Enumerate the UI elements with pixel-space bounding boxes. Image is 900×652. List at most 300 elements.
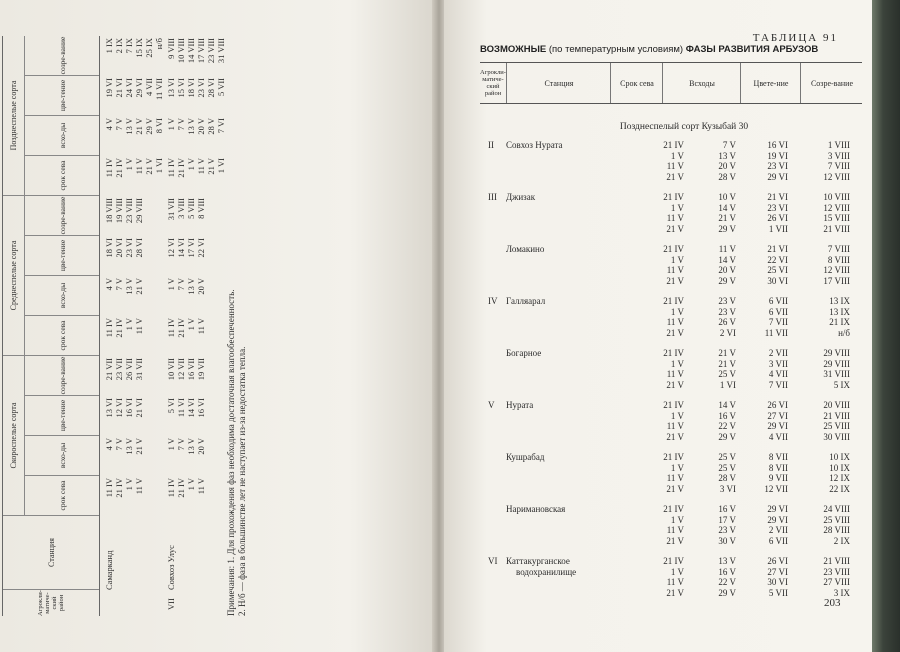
cell: 21 IV xyxy=(176,478,186,498)
cell: 30 VIII xyxy=(823,431,850,442)
cell: 29 VI xyxy=(767,504,788,514)
cell: 1 V xyxy=(124,158,134,171)
cell: 19 VI xyxy=(767,150,788,161)
cell: 7 V xyxy=(114,438,124,451)
cell: 21 VIII xyxy=(823,223,850,234)
cell: 29 V xyxy=(718,431,736,442)
cell: 3 IX xyxy=(833,587,850,598)
cell: 13 V xyxy=(124,278,134,295)
cell: 23 VI xyxy=(124,238,134,258)
cell: 3 VIII xyxy=(176,198,186,219)
table-row xyxy=(480,348,862,359)
station-name: Ломакино xyxy=(506,244,545,254)
cell: 29 VI xyxy=(767,514,788,525)
cell: 7 VII xyxy=(768,379,788,390)
cell: 7 VI xyxy=(216,118,226,134)
cell: 1 VI xyxy=(216,158,226,174)
cell: 14 V xyxy=(718,202,736,213)
cell: 11 V xyxy=(196,158,206,175)
cell: 29 VIII xyxy=(823,348,850,358)
table-row xyxy=(480,515,862,526)
cell: 21 VIII xyxy=(823,556,850,566)
cell: 20 V xyxy=(196,118,206,135)
cell: 1 VI xyxy=(154,158,164,174)
cell: 11 V xyxy=(666,265,684,276)
section-title: Позднеспелый сорт Кузыбай 30 xyxy=(619,122,749,132)
cell: 25 IX xyxy=(144,38,154,58)
cell: 7 V xyxy=(114,118,124,131)
cell: н/б xyxy=(154,38,164,50)
station-block xyxy=(480,140,862,182)
cell: 2 VI xyxy=(719,327,736,338)
cell: 2 IX xyxy=(114,38,124,54)
region-code: V xyxy=(488,400,495,410)
sub-header: срок сева xyxy=(25,476,99,516)
cell: 8 VIII xyxy=(827,254,850,265)
cell: 7 VIII xyxy=(827,244,850,254)
table-row xyxy=(216,36,226,616)
cell: 1 V xyxy=(166,438,176,451)
cell: 21 IV xyxy=(663,504,684,514)
right-page xyxy=(444,0,872,652)
cell: 12 VI xyxy=(114,398,124,418)
cell: 21 IV xyxy=(663,296,684,306)
cell: 19 VIII xyxy=(114,198,124,224)
cell: 1 V xyxy=(166,278,176,291)
cell: 11 V xyxy=(666,317,684,328)
cell: 20 V xyxy=(196,278,206,295)
table-row xyxy=(480,140,862,151)
table-row xyxy=(480,473,862,484)
cell: 16 V xyxy=(718,504,736,514)
cell: 23 VIII xyxy=(124,198,134,224)
column-header-station: Станция xyxy=(3,516,99,590)
table-row xyxy=(480,525,862,536)
cell: 13 V xyxy=(124,438,134,455)
cell: 1 IX xyxy=(104,38,114,54)
cell: 14 VIII xyxy=(186,38,196,64)
cell: 28 VIII xyxy=(823,525,850,536)
cell: 10 VIII xyxy=(176,38,186,64)
cell: 3 VII xyxy=(768,358,788,369)
cell: 18 VIII xyxy=(104,198,114,224)
cell: 11 IV xyxy=(166,158,176,178)
table-row xyxy=(480,172,862,183)
table-row xyxy=(480,161,862,172)
cell: 26 VII xyxy=(124,358,134,381)
cell: 11 V xyxy=(666,213,684,224)
cell: 24 VIII xyxy=(823,504,850,514)
cell: 23 V xyxy=(718,306,736,317)
cell: 1 V xyxy=(186,478,196,491)
cell: 27 VI xyxy=(767,410,788,421)
table-row xyxy=(480,400,862,411)
table-title xyxy=(480,44,872,55)
cell: 13 VI xyxy=(104,398,114,418)
cell: 21 IV xyxy=(663,192,684,202)
cell: 6 VII xyxy=(768,296,788,306)
table-row xyxy=(480,504,862,515)
cell: 20 V xyxy=(718,161,736,172)
cell: 22 IX xyxy=(829,483,850,494)
cell: 11 V xyxy=(134,158,144,175)
cell: 13 V xyxy=(718,556,736,566)
cell: 21 V xyxy=(666,223,684,234)
table-row xyxy=(134,36,144,616)
cell: 13 VI xyxy=(166,78,176,98)
station-name: Богарное xyxy=(506,348,542,358)
cell: 21 IV xyxy=(663,348,684,358)
cell: 21 V xyxy=(134,118,144,135)
cell: 29 V xyxy=(718,223,736,234)
cell: 21 IV xyxy=(176,158,186,178)
table-row xyxy=(480,213,862,224)
cell: 29 V xyxy=(718,275,736,286)
cell: 11 V xyxy=(666,473,684,484)
table-row xyxy=(480,411,862,422)
table-row xyxy=(480,151,862,162)
cell: 17 V xyxy=(718,514,736,525)
cell: 25 VI xyxy=(767,265,788,276)
station-name: Нурата xyxy=(506,400,534,410)
cell: 11 IV xyxy=(104,158,114,178)
group-header: Скороспелые сорта xyxy=(3,356,25,516)
cell: 10 VIII xyxy=(823,192,850,202)
cell: 7 V xyxy=(176,438,186,451)
cell: 3 VI xyxy=(719,483,736,494)
left-page xyxy=(0,0,438,652)
cell: 12 VII xyxy=(764,483,788,494)
sub-header: цве-тение xyxy=(25,396,99,436)
cell: 27 VIII xyxy=(823,577,850,588)
table-row xyxy=(104,36,114,616)
sub-header: всхо-ды xyxy=(25,276,99,316)
cell: 23 V xyxy=(718,296,736,306)
cell: 21 V xyxy=(666,379,684,390)
table-row xyxy=(480,369,862,380)
cell: 15 IX xyxy=(134,38,144,58)
cell: 11 IV xyxy=(166,478,176,498)
cell: 6 VII xyxy=(768,306,788,317)
table-row xyxy=(480,577,862,588)
cell: 31 VII xyxy=(166,198,176,221)
cell: 12 VIII xyxy=(823,265,850,276)
cell: 13 V xyxy=(124,118,134,135)
sub-header: цве-тение xyxy=(25,236,99,276)
table-number: ТАБЛИЦА 91 xyxy=(752,32,838,44)
cell: 1 V xyxy=(670,306,684,317)
table-row xyxy=(480,244,862,255)
cell: 11 V xyxy=(196,318,206,335)
cell: 1 V xyxy=(166,118,176,131)
cell: 22 VI xyxy=(767,254,788,265)
station-name: Совхоз Нурата xyxy=(506,140,563,150)
cell: 14 V xyxy=(718,254,736,265)
cell: 12 IX xyxy=(829,473,850,484)
cell: 11 IV xyxy=(104,318,114,338)
cell: 20 V xyxy=(718,265,736,276)
note-1: Примечания: 1. Для прохождения фаз необходима достаточная влагообеспеченность. xyxy=(226,289,236,616)
cell: 11 IV xyxy=(166,318,176,338)
sub-header: всхо-ды xyxy=(25,436,99,476)
column-header: Созре-вание xyxy=(800,63,863,103)
rotated-table xyxy=(2,4,262,616)
cell: 21 IV xyxy=(663,140,684,150)
cell: 20 VI xyxy=(114,238,124,258)
cell: 8 VII xyxy=(768,462,788,473)
table-row xyxy=(480,380,862,391)
cell: 5 VIII xyxy=(186,198,196,219)
table-row xyxy=(480,556,862,567)
cell: 13 IX xyxy=(829,306,850,317)
cell: 14 VI xyxy=(176,238,186,258)
cell: 23 VI xyxy=(196,78,206,98)
cell: 21 V xyxy=(666,327,684,338)
cell: 8 VIII xyxy=(196,198,206,219)
cell: 21 V xyxy=(718,348,736,358)
cell: 15 VIII xyxy=(823,213,850,224)
cell: 1 V xyxy=(186,158,196,171)
cell: 30 V xyxy=(718,535,736,546)
cell: 1 VI xyxy=(719,379,736,390)
table-row xyxy=(114,36,124,616)
cell: 26 VI xyxy=(767,556,788,566)
cell: 21 V xyxy=(134,278,144,295)
cell: 31 VIII xyxy=(216,38,226,64)
table-row xyxy=(166,36,176,616)
cell: 3 VIII xyxy=(827,150,850,161)
cell: 28 V xyxy=(718,473,736,484)
cell: 16 V xyxy=(718,566,736,577)
cell: 10 IX xyxy=(829,462,850,473)
title-part-1: ВОЗМОЖНЫЕ xyxy=(480,44,547,55)
cell: 12 VIII xyxy=(823,202,850,213)
cell: 21 IV xyxy=(114,318,124,338)
cell: 21 IV xyxy=(663,244,684,254)
cell: 21 V xyxy=(666,431,684,442)
cell: 1 V xyxy=(670,202,684,213)
cell: 10 IX xyxy=(829,452,850,462)
cell: 21 IV xyxy=(176,318,186,338)
table-row xyxy=(480,203,862,214)
table-row xyxy=(480,421,862,432)
cell: 1 VIII xyxy=(827,140,850,150)
cell: 1 V xyxy=(124,478,134,491)
column-header: Цвете-ние xyxy=(740,63,801,103)
cell: 21 V xyxy=(144,158,154,175)
column-header-region: Агрокли-матиче-ский район xyxy=(37,590,65,616)
notes xyxy=(226,16,248,616)
cell: 26 V xyxy=(718,317,736,328)
cell: 23 VII xyxy=(114,358,124,381)
book-cover-edge xyxy=(872,0,900,652)
sub-header: созре-вание xyxy=(25,356,99,396)
cell: 20 VIII xyxy=(823,400,850,410)
table-row xyxy=(480,307,862,318)
cell: 21 V xyxy=(134,438,144,455)
sub-header: цве-тение xyxy=(25,76,99,116)
cell: 1 V xyxy=(670,254,684,265)
title-part-2: (по температурным условиям) xyxy=(548,44,684,55)
station-block xyxy=(480,296,862,338)
cell: 21 IV xyxy=(663,452,684,462)
cell: 21 IV xyxy=(663,556,684,566)
cell: 22 V xyxy=(718,577,736,588)
column-header: Станция xyxy=(506,63,611,103)
station-name-line2: водохранилище xyxy=(516,566,577,577)
cell: 21 V xyxy=(666,483,684,494)
cell: 1 V xyxy=(670,566,684,577)
cell: 29 VI xyxy=(767,171,788,182)
cell: 17 VIII xyxy=(196,38,206,64)
cell: 21 V xyxy=(666,171,684,182)
table-row xyxy=(480,317,862,328)
cell: 6 VII xyxy=(768,535,788,546)
table-row xyxy=(480,296,862,307)
table-row xyxy=(186,36,196,616)
table-row xyxy=(206,36,216,616)
cell: 28 VI xyxy=(206,78,216,98)
cell: 25 V xyxy=(718,452,736,462)
cell: 21 IV xyxy=(114,478,124,498)
cell: 2 VII xyxy=(768,525,788,536)
cell: 13 V xyxy=(186,278,196,295)
station-name: Галляарал xyxy=(506,296,546,306)
table-row xyxy=(480,328,862,339)
cell: 16 VI xyxy=(196,398,206,418)
cell: 21 VII xyxy=(104,358,114,381)
station-block xyxy=(480,400,862,442)
table-row xyxy=(144,36,154,616)
station-block xyxy=(480,452,862,494)
table-row xyxy=(480,567,862,578)
cell: 22 V xyxy=(718,421,736,432)
note-2: 2. Н/б — фаза в большинстве лет не наступает из-за недостатка тепла. xyxy=(237,346,247,616)
table-row xyxy=(124,36,134,616)
cell: 29 V xyxy=(144,118,154,135)
cell: 29 VIII xyxy=(823,358,850,369)
cell: 11 V xyxy=(666,525,684,536)
cell: 13 V xyxy=(718,150,736,161)
cell: 20 V xyxy=(196,438,206,455)
cell: 11 V xyxy=(666,369,684,380)
cell: 26 VI xyxy=(767,213,788,224)
cell: 31 VIII xyxy=(823,369,850,380)
cell: 18 VI xyxy=(104,238,114,258)
cell: 29 V xyxy=(718,587,736,598)
cell: 31 VII xyxy=(134,358,144,381)
table-row xyxy=(480,463,862,474)
cell: 23 VIII xyxy=(823,566,850,577)
cell: 5 IX xyxy=(833,379,850,390)
cell: 8 VII xyxy=(768,452,788,462)
cell: 17 VIII xyxy=(823,275,850,286)
cell: 1 V xyxy=(670,358,684,369)
cell: 30 VI xyxy=(767,275,788,286)
table-row xyxy=(196,36,206,616)
cell: 11 VI xyxy=(176,398,186,418)
cell: 10 V xyxy=(718,192,736,202)
cell: 24 VI xyxy=(124,78,134,98)
cell: 7 VII xyxy=(768,317,788,328)
table-row xyxy=(480,588,862,599)
cell: 25 V xyxy=(718,369,736,380)
cell: 23 VI xyxy=(767,202,788,213)
cell: 5 VII xyxy=(216,78,226,97)
station-block xyxy=(480,504,862,546)
region-code: III xyxy=(488,192,497,202)
region-code: VI xyxy=(488,556,498,566)
cell: 7 V xyxy=(176,278,186,291)
station-name: Джизак xyxy=(506,192,536,202)
cell: 16 V xyxy=(718,410,736,421)
cell: 21 V xyxy=(206,158,216,175)
cell: 21 V xyxy=(718,213,736,224)
cell: 25 VIII xyxy=(823,421,850,432)
cell: 23 V xyxy=(718,525,736,536)
cell: 4 VII xyxy=(768,431,788,442)
table-row xyxy=(480,265,862,276)
cell: 11 VII xyxy=(154,78,164,100)
table-row xyxy=(480,536,862,547)
cell: 21 IX xyxy=(829,317,850,328)
cell: 21 V xyxy=(666,535,684,546)
cell: 5 VI xyxy=(166,398,176,414)
table-row xyxy=(480,255,862,266)
cell: 21 IV xyxy=(663,400,684,410)
cell: 13 IX xyxy=(829,296,850,306)
region-code: II xyxy=(488,140,494,150)
cell: 25 V xyxy=(718,462,736,473)
cell: 23 VI xyxy=(767,161,788,172)
cell: 1 V xyxy=(124,318,134,331)
sub-header: срок сева xyxy=(25,316,99,356)
cell: 16 VI xyxy=(767,140,788,150)
column-header: Срок сева xyxy=(610,63,663,103)
station-block xyxy=(480,556,862,598)
page-number: 203 xyxy=(824,597,841,609)
cell: 1 V xyxy=(670,514,684,525)
cell: 1 VII xyxy=(768,223,788,234)
cell: 1 V xyxy=(186,318,196,331)
cell: 11 V xyxy=(196,478,206,495)
cell: 4 V xyxy=(104,438,114,451)
cell: 2 IX xyxy=(833,535,850,546)
cell: 28 VI xyxy=(134,238,144,258)
cell: 22 VI xyxy=(196,238,206,258)
cell: н/б xyxy=(838,327,850,338)
cell: 7 IX xyxy=(124,38,134,54)
group-header: Среднеспелые сорта xyxy=(3,196,25,356)
cell: 26 VI xyxy=(767,400,788,410)
table-row xyxy=(480,359,862,370)
table-row xyxy=(480,192,862,203)
cell: 12 VII xyxy=(176,358,186,381)
cell: 16 VI xyxy=(124,398,134,418)
sub-header: срок сева xyxy=(25,156,99,196)
station-name: Самарканд xyxy=(104,550,114,590)
cell: 7 V xyxy=(722,140,736,150)
cell: 13 V xyxy=(186,438,196,455)
cell: 2 VII xyxy=(768,348,788,358)
region-code: IV xyxy=(488,296,498,306)
sub-header: всхо-ды xyxy=(25,116,99,156)
cell: 17 VI xyxy=(186,238,196,258)
cell: 25 VIII xyxy=(823,514,850,525)
cell: 9 VII xyxy=(768,473,788,484)
cell: 28 V xyxy=(718,171,736,182)
cell: 8 VI xyxy=(154,118,164,134)
